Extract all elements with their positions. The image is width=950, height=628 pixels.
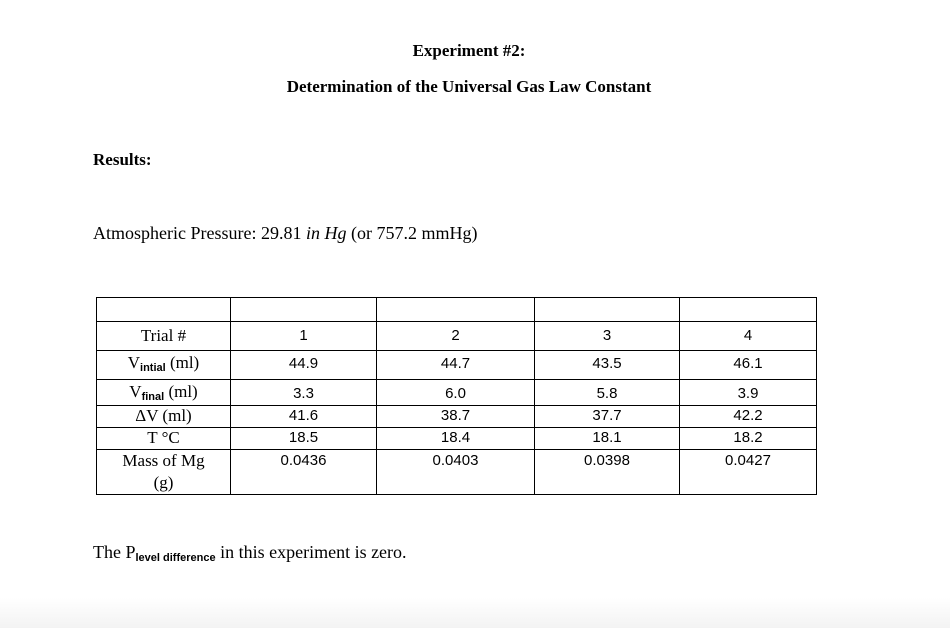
table-row xyxy=(97,380,817,406)
results-table xyxy=(96,297,817,495)
table-cell xyxy=(377,298,535,322)
page-bottom-shade xyxy=(0,598,950,628)
table-cell: 18.5 xyxy=(231,428,377,450)
table-cell xyxy=(97,298,231,322)
row-label-v-initial: $V_{intial}$ (ml) xyxy=(97,351,231,380)
table-cell: 3.9 xyxy=(680,380,817,406)
table-cell: 18.4 xyxy=(377,428,535,450)
atmospheric-pressure-line xyxy=(93,223,477,244)
table-cell: 41.6 xyxy=(231,406,377,428)
atm-suffix: (or 757.2 mmHg) xyxy=(350,223,478,243)
table-cell: 18.1 xyxy=(535,428,680,450)
table-cell: 3.3 xyxy=(231,380,377,406)
trial-header: Trial # xyxy=(97,322,231,351)
table-cell: 44.7 xyxy=(377,351,535,380)
table-cell: 37.7 xyxy=(535,406,680,428)
table-cell xyxy=(535,298,680,322)
table-cell: 43.5 xyxy=(535,351,680,380)
table-row xyxy=(97,351,817,380)
atm-prefix: Atmospheric Pressure: 29.81 xyxy=(93,223,302,243)
row-label-temperature: T °C xyxy=(97,428,231,450)
pressure-note: The $P_{level difference}$ in this experiment is zero. xyxy=(93,542,407,564)
table-cell: 46.1 xyxy=(680,351,817,380)
trial-number: 3 xyxy=(535,322,680,351)
results-heading: Results: xyxy=(93,150,152,169)
atm-unit: in Hg xyxy=(305,223,347,243)
row-label-delta-v: ΔV (ml) xyxy=(97,406,231,428)
table-header-row xyxy=(97,322,817,351)
table-cell: 6.0 xyxy=(377,380,535,406)
table-row xyxy=(97,406,817,428)
row-label-mass-mg: Mass of Mg (g) xyxy=(97,450,231,495)
page-title: Experiment #2: xyxy=(412,41,526,60)
table-cell: 18.2 xyxy=(680,428,817,450)
table-row xyxy=(97,450,817,495)
table-cell: 0.0398 xyxy=(535,450,680,495)
table-cell xyxy=(680,298,817,322)
table-blank-row xyxy=(97,298,817,322)
trial-number: 2 xyxy=(377,322,535,351)
table-row xyxy=(97,428,817,450)
trial-number: 4 xyxy=(680,322,817,351)
table-cell xyxy=(231,298,377,322)
table-cell: 0.0427 xyxy=(680,450,817,495)
table-cell: 5.8 xyxy=(535,380,680,406)
table-cell: 0.0403 xyxy=(377,450,535,495)
page-subtitle: Determination of the Universal Gas Law Constant xyxy=(286,77,652,96)
table-cell: 42.2 xyxy=(680,406,817,428)
row-label-v-final: $V_{final}$ (ml) xyxy=(97,380,231,406)
table-cell: 38.7 xyxy=(377,406,535,428)
trial-number: 1 xyxy=(231,322,377,351)
table-cell: 44.9 xyxy=(231,351,377,380)
table-cell: 0.0436 xyxy=(231,450,377,495)
